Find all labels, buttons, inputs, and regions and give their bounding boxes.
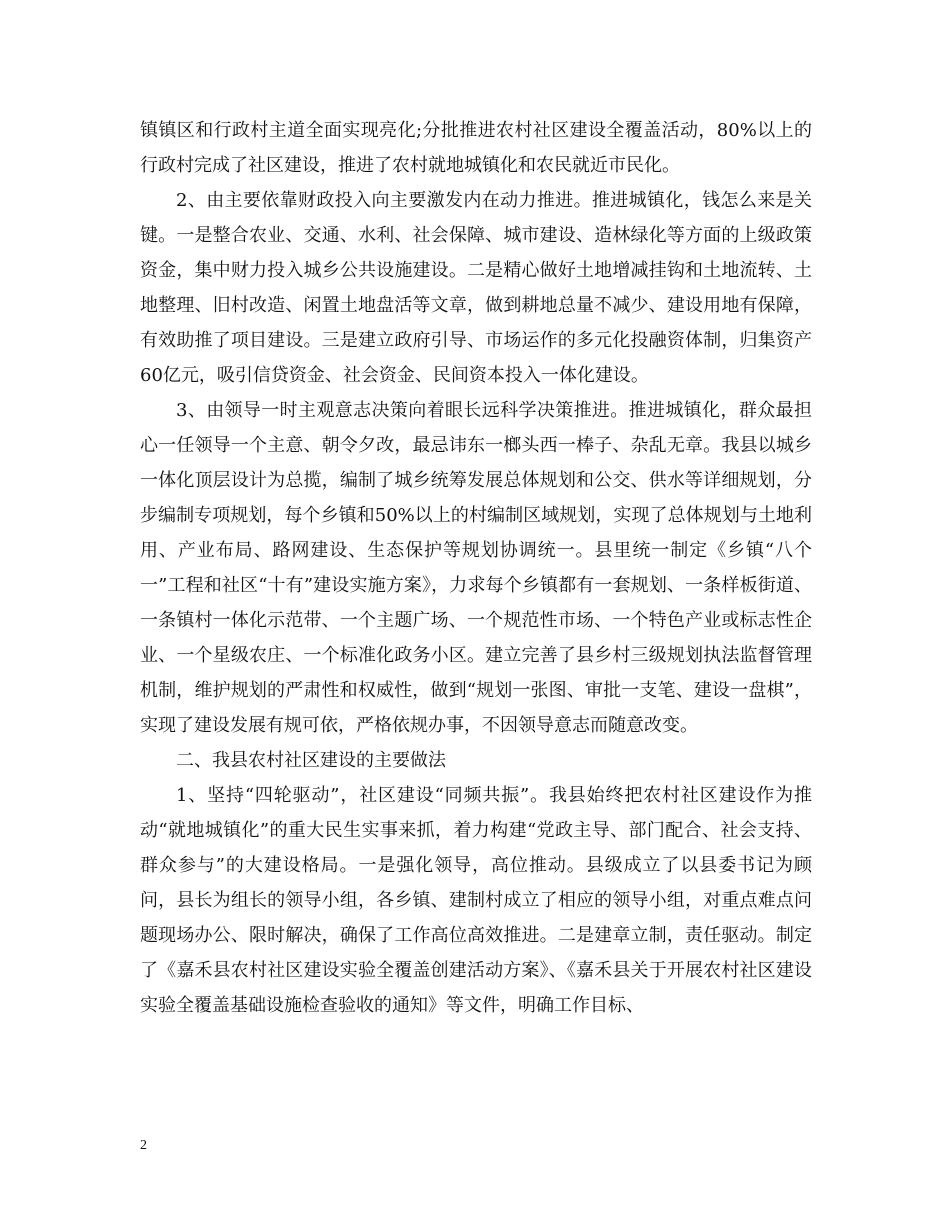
paragraph-funding: 2、由主要依靠财政投入向主要激发内在动力推进。推进城镇化，钱怎么来是关键。一是整合农业、交通、水利、社会保障、城市建设、造林绿化等方面的上级政策资金，集中财力投入城乡公共设施建设。二是精心做好土地增减挂钩和土地流转、土地整理、旧村改造、闲置土地盘活等文章，做到耕地总量不减少、建设用地有保障，有效助推了项目建设。三是建立政府引导、市场运作的多元化投融资体制，归集资产60亿元，吸引信贷资金、社会资金、民间资本投入一体化建设。 <box>140 190 812 386</box>
paragraph-continued: 镇镇区和行政村主道全面实现亮化;分批推进农村社区建设全覆盖活动，80%以上的行政村完成了社区建设，推进了农村就地城镇化和农民就近市民化。 <box>140 120 812 176</box>
document-body <box>140 113 812 1023</box>
section-heading: 二、我县农村社区建设的主要做法 <box>176 750 446 771</box>
page-number: 2 <box>140 1138 147 1153</box>
paragraph-planning: 3、由领导一时主观意志决策向着眼长远科学决策推进。推进城镇化，群众最担心一任领导一个主意、朝令夕改，最忌讳东一榔头西一棒子、杂乱无章。我县以城乡一体化顶层设计为总揽，编制了城乡统筹发展总体规划和公交、供水等详细规划，分步编制专项规划，每个乡镇和50%以上的村编制区域规划，实现了总体规划与土地利用、产业布局、路网建设、生态保护等规划协调统一。县里统一制定《乡镇“八个一”工程和社区“十有”建设实施方案》，力求每个乡镇都有一套规划、一条样板街道、一条镇村一体化示范带、一个主题广场、一个规范性市场、一个特色产业或标志性企业、一个星级农庄、一个标准化政务小区。建立完善了县乡村三级规划执法监督管理机制，维护规划的严肃性和权威性，做到“规划一张图、审批一支笔、建设一盘棋”，实现了建设发展有规可依，严格依规办事，不因领导意志而随意改变。 <box>140 400 812 736</box>
paragraph-four-wheel-drive: 1、坚持“四轮驱动”，社区建设“同频共振”。我县始终把农村社区建设作为推动“就地城镇化”的重大民生实事来抓，着力构建“党政主导、部门配合、社会支持、群众参与”的大建设格局。一是强化领导，高位推动。县级成立了以县委书记为顾问，县长为组长的领导小组，各乡镇、建制村成立了相应的领导小组，对重点难点问题现场办公、限时解决，确保了工作高位高效推进。二是建章立制，责任驱动。制定了《嘉禾县农村社区建设实验全覆盖创建活动方案》、《嘉禾县关于开展农村社区建设实验全覆盖基础设施检查验收的通知》等文件，明确工作目标、 <box>140 785 812 1016</box>
